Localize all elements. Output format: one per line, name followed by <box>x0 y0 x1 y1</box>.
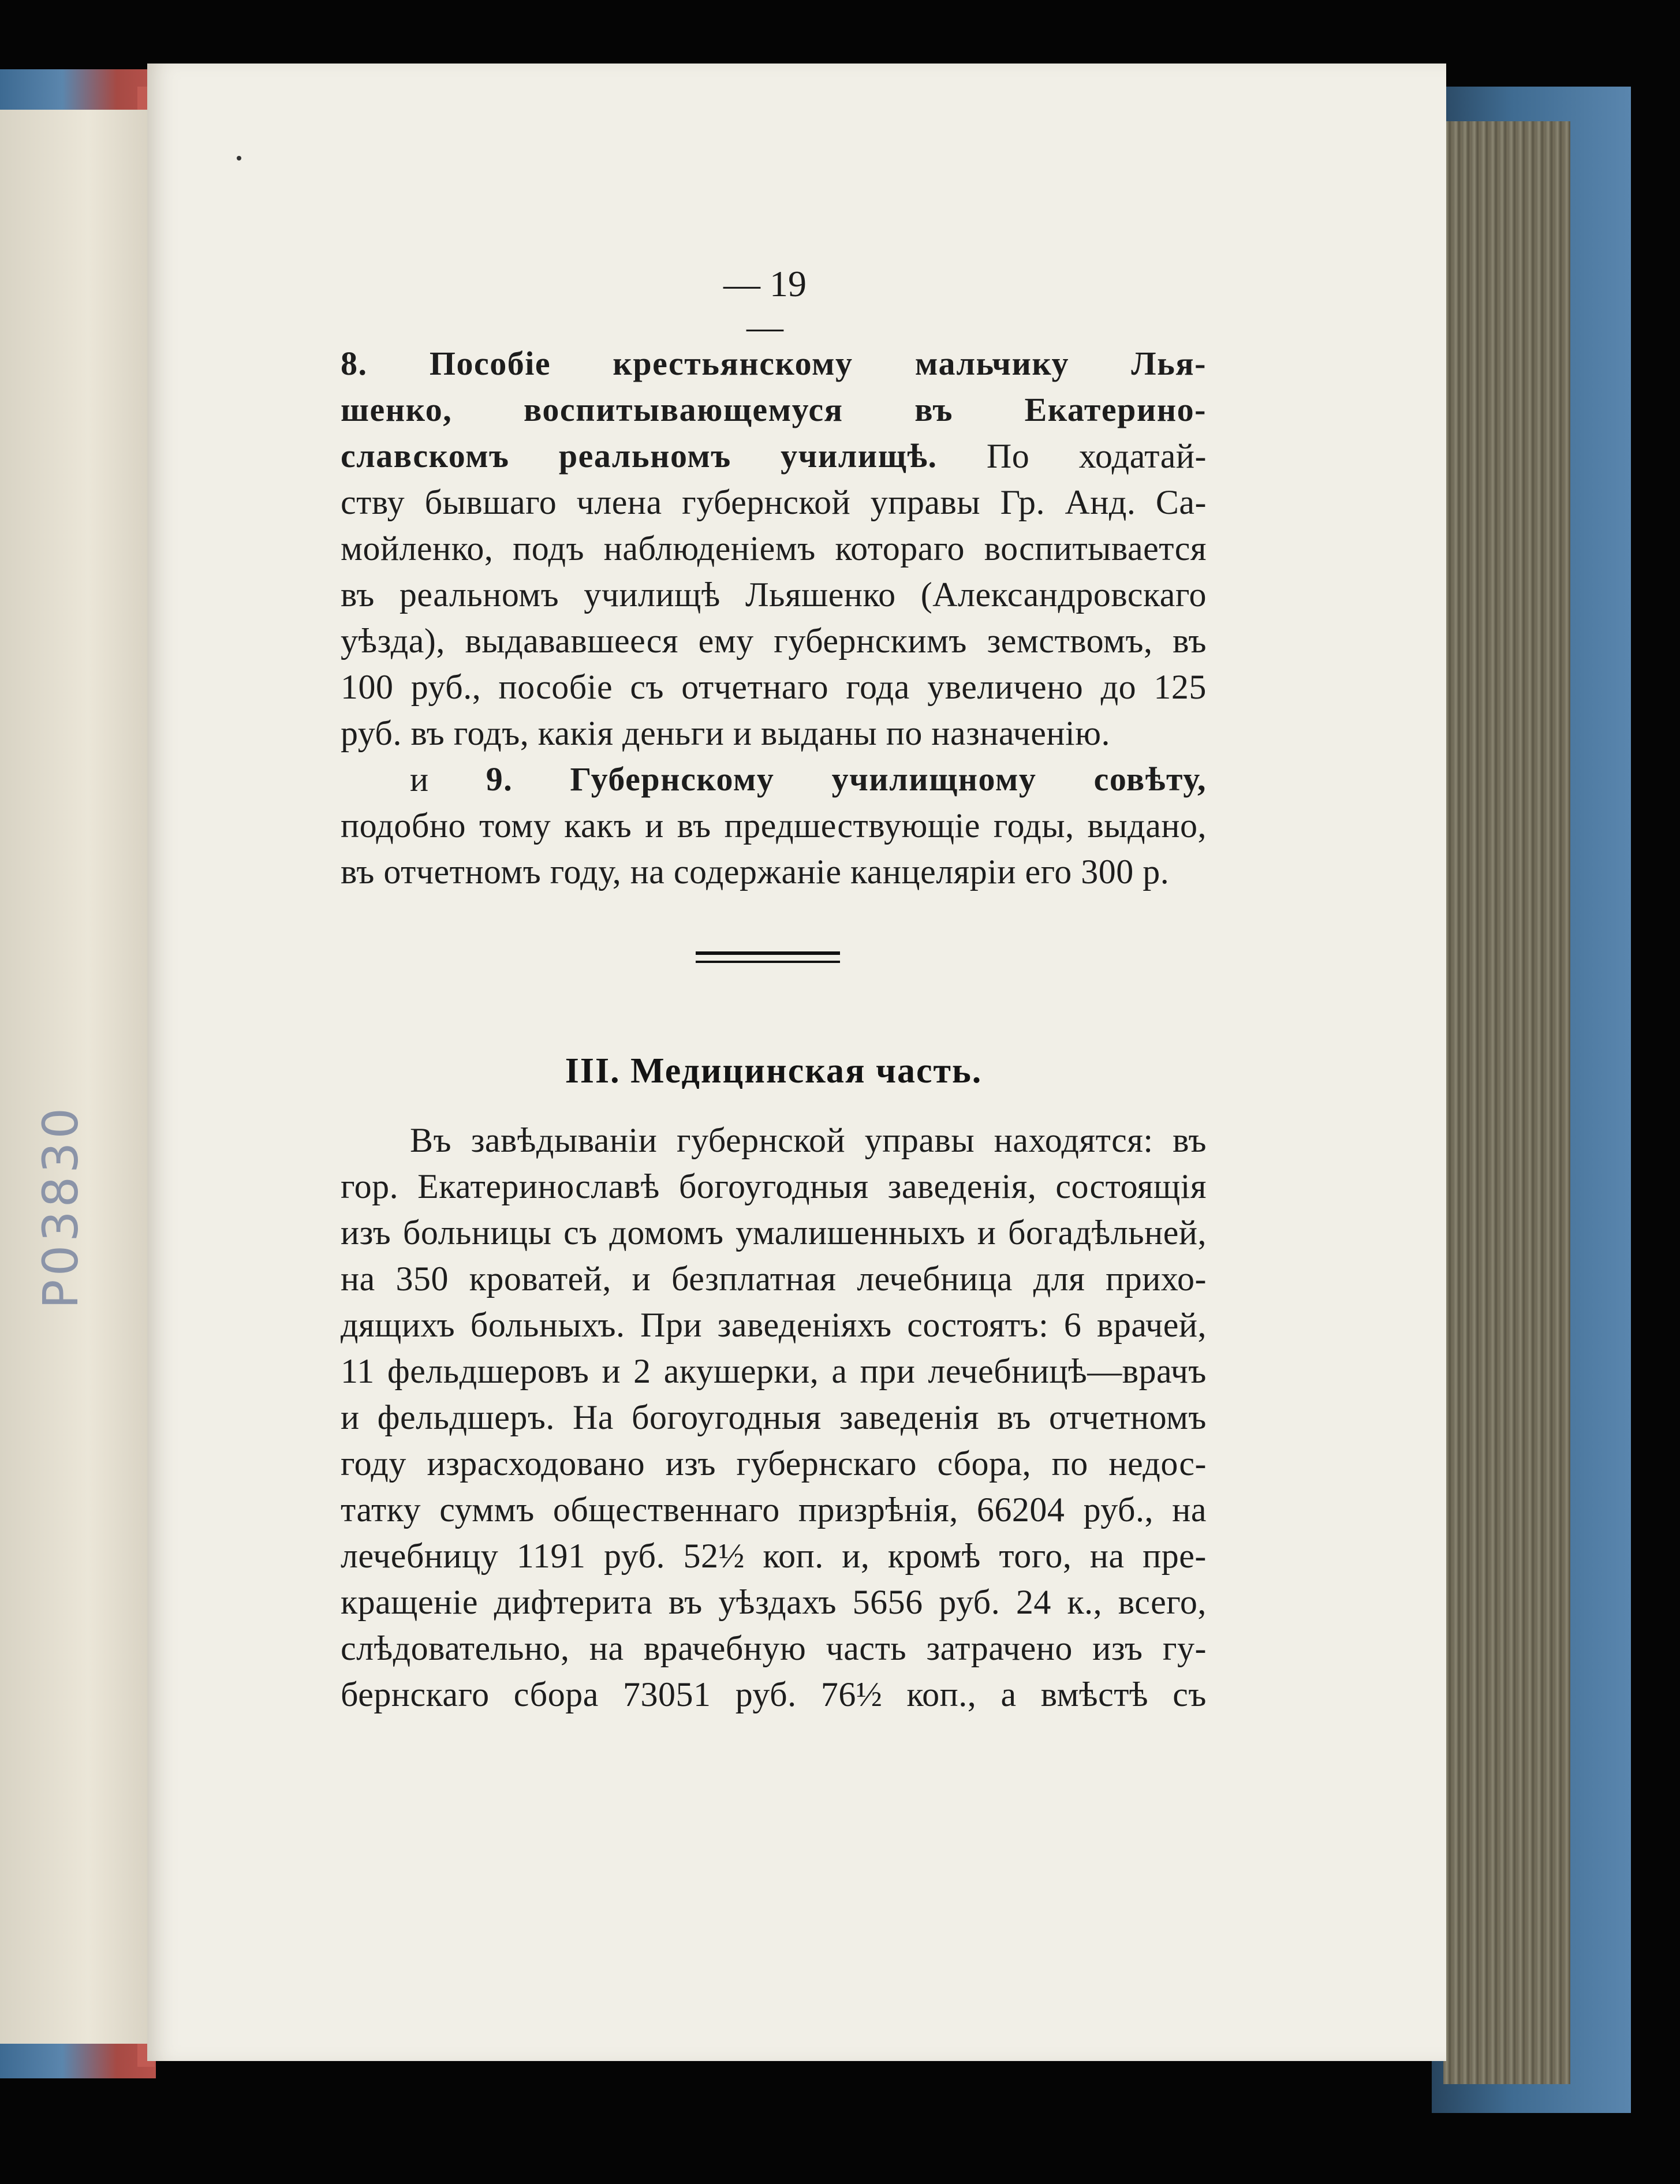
word: находятся: <box>994 1121 1153 1159</box>
word: въ <box>1173 1121 1207 1159</box>
word: заведеніяхъ <box>717 1306 892 1344</box>
word: 66204 <box>976 1491 1065 1529</box>
text-line <box>341 1348 1207 1394</box>
word: подобно <box>341 807 466 845</box>
word: слѣдовательно, <box>341 1629 570 1667</box>
word: 76½ <box>820 1675 883 1713</box>
word: увеличено <box>927 668 1084 706</box>
word: училищѣ. <box>781 437 938 475</box>
word: и <box>602 1352 621 1390</box>
word: сбора, <box>937 1444 1032 1483</box>
word: богоугодныя <box>678 1167 869 1205</box>
word: отчетномъ <box>1049 1398 1207 1436</box>
word: призрѣнія, <box>798 1491 958 1529</box>
word: всего, <box>1118 1583 1207 1621</box>
word: году <box>341 1444 406 1483</box>
word: 52½ <box>683 1537 745 1575</box>
word: года <box>846 668 910 706</box>
word: безплатная <box>671 1260 837 1298</box>
word: пре- <box>1143 1537 1207 1575</box>
word: мальчику <box>914 345 1070 382</box>
text-line <box>341 1533 1207 1579</box>
word: общественнаго <box>552 1491 780 1529</box>
text-line <box>341 618 1207 664</box>
word: врачей, <box>1097 1306 1207 1344</box>
word: Пособіе <box>429 345 551 382</box>
text-line <box>341 1302 1207 1348</box>
word: по <box>1051 1444 1088 1483</box>
word: и, <box>842 1537 870 1575</box>
word: лечебницу <box>341 1537 499 1575</box>
page-stack <box>1443 121 1570 2084</box>
word: уѣздахъ <box>718 1583 837 1621</box>
word: бывшаго <box>424 483 557 521</box>
word: съ <box>1173 1675 1207 1713</box>
word: въ <box>341 576 375 614</box>
word: наблюденіемъ <box>603 529 816 568</box>
word: гу- <box>1162 1629 1207 1667</box>
word: дифтерита <box>494 1583 653 1621</box>
word: славскомъ <box>341 437 510 475</box>
word: подъ <box>513 529 585 568</box>
word: до <box>1100 668 1137 706</box>
word: 125 <box>1153 668 1207 706</box>
word: 73051 <box>623 1675 711 1713</box>
word: больницы <box>402 1214 552 1252</box>
word: 6 <box>1063 1306 1082 1344</box>
word: татку <box>341 1491 421 1529</box>
word: реальномъ <box>558 437 731 475</box>
word: затрачено <box>926 1629 1073 1667</box>
word: 8. <box>341 345 368 382</box>
word: акушерки, <box>663 1352 819 1390</box>
text-line <box>341 1117 1207 1163</box>
word: изъ <box>1092 1629 1143 1667</box>
word: въ <box>668 1583 703 1621</box>
word: На <box>572 1398 614 1436</box>
word: выдано, <box>1087 807 1207 845</box>
text-line <box>341 572 1207 618</box>
word: Губернскому <box>570 760 775 798</box>
word: управы <box>870 483 981 521</box>
word: Льяшенко <box>745 576 896 614</box>
section-divider <box>696 951 840 963</box>
text-line <box>341 341 1207 387</box>
text-line <box>341 1487 1207 1533</box>
word: лечебницѣ—врачъ <box>928 1352 1207 1390</box>
word: училищѣ <box>584 576 720 614</box>
word: для <box>1033 1260 1085 1298</box>
text-line <box>341 756 1207 802</box>
word: Анд. <box>1065 483 1136 521</box>
word: лечебница <box>857 1260 1013 1298</box>
word: пособіе <box>498 668 613 706</box>
text-line <box>341 664 1207 710</box>
word: 11 <box>341 1352 375 1390</box>
word: 2 <box>633 1352 651 1390</box>
word: часть <box>826 1629 907 1667</box>
word: крестьянскому <box>613 345 853 382</box>
word: По <box>986 437 1030 475</box>
word: прихо- <box>1106 1260 1207 1298</box>
text-line <box>341 1440 1207 1487</box>
word: воспитывающемуся <box>524 391 843 428</box>
word: и <box>341 1398 360 1436</box>
word: и <box>410 760 429 798</box>
left-page <box>0 110 149 2044</box>
section-8-text <box>341 341 1207 895</box>
word: изъ <box>341 1214 391 1252</box>
word: и <box>645 807 664 845</box>
word: состоящія <box>1055 1167 1207 1205</box>
word: ему <box>698 622 754 660</box>
word: съ <box>563 1214 598 1252</box>
text-line <box>341 433 1207 479</box>
word: гор. <box>341 1167 399 1205</box>
word: училищному <box>831 760 1037 798</box>
word: 5656 <box>852 1583 923 1621</box>
library-stamp <box>32 1080 89 1334</box>
word: (Александровскаго <box>920 576 1207 614</box>
word: въ <box>914 391 953 428</box>
word: умалишенныхъ <box>736 1214 966 1252</box>
word: въ <box>1173 622 1207 660</box>
word: 24 <box>1016 1583 1051 1621</box>
text-line <box>341 1256 1207 1302</box>
word: сбора <box>513 1675 599 1713</box>
word: кращеніе <box>341 1583 479 1621</box>
word: члена <box>576 483 662 521</box>
page-number: — 19 — <box>723 263 807 347</box>
section-heading: III. Медицинская часть. <box>565 1051 983 1091</box>
word: руб. <box>604 1537 665 1575</box>
word: суммъ <box>439 1491 535 1529</box>
text-line <box>341 1394 1207 1440</box>
word: Гр. <box>1000 483 1045 521</box>
word: выдававшееся <box>465 622 678 660</box>
word: губернскимъ <box>774 622 967 660</box>
word: Въ <box>410 1121 452 1159</box>
word: предшествующіе <box>724 807 980 845</box>
word: руб. <box>939 1583 1000 1621</box>
word: руб., <box>410 668 481 706</box>
word: 1191 <box>516 1537 586 1575</box>
word: управы <box>864 1121 975 1159</box>
text-line <box>341 710 1207 756</box>
word: а <box>1000 1675 1017 1713</box>
text-line <box>341 479 1207 525</box>
word: руб., <box>1083 1491 1154 1529</box>
word: земствомъ, <box>987 622 1153 660</box>
word: тому <box>479 807 551 845</box>
word: вмѣстѣ <box>1040 1675 1149 1713</box>
text-line <box>341 1163 1207 1209</box>
word: Лья- <box>1131 345 1207 382</box>
word: ству <box>341 483 405 521</box>
word: Са- <box>1155 483 1207 521</box>
word: шенко, <box>341 391 453 428</box>
text-line <box>341 1579 1207 1625</box>
section-3-text <box>341 1117 1207 1718</box>
text-line <box>341 1671 1207 1718</box>
word: кромѣ <box>887 1537 981 1575</box>
word: воспитывается <box>984 529 1207 568</box>
word: какъ <box>564 807 632 845</box>
word: совѣту, <box>1093 760 1207 798</box>
word: Екатеринославѣ <box>417 1167 660 1205</box>
word: губернскаго <box>736 1444 917 1483</box>
word: состоятъ: <box>907 1306 1049 1344</box>
word: домомъ <box>609 1214 724 1252</box>
word: заведенія, <box>887 1167 1037 1205</box>
word: реальномъ <box>399 576 559 614</box>
word: к., <box>1067 1583 1103 1621</box>
word: изъ <box>665 1444 716 1483</box>
word: при <box>860 1352 916 1390</box>
text-span: руб. въ годъ, какія деньги и выданы по назначенію. <box>341 714 1111 752</box>
word: фельдшеръ. <box>377 1398 555 1436</box>
word: а <box>831 1352 848 1390</box>
word: ходатай- <box>1078 437 1207 475</box>
word: отчетнаго <box>681 668 829 706</box>
word: Екатерино- <box>1024 391 1207 428</box>
word: фельдшеровъ <box>387 1352 589 1390</box>
word: израсходовано <box>427 1444 645 1483</box>
text-line <box>341 849 1207 895</box>
word: коп., <box>906 1675 977 1713</box>
word: дящихъ <box>341 1306 456 1344</box>
word: годы, <box>993 807 1074 845</box>
word: руб. <box>735 1675 797 1713</box>
word: богадѣльней, <box>1007 1214 1207 1252</box>
text-line <box>341 525 1207 572</box>
text-line <box>341 1209 1207 1256</box>
word: кроватей, <box>469 1260 611 1298</box>
text-line <box>341 1625 1207 1671</box>
word: 350 <box>395 1260 449 1298</box>
word: бернскаго <box>341 1675 490 1713</box>
word: больныхъ. <box>470 1306 625 1344</box>
word: губернской <box>676 1121 846 1159</box>
word: на <box>589 1629 624 1667</box>
word: недос- <box>1108 1444 1207 1483</box>
word: коп. <box>763 1537 824 1575</box>
text-line <box>341 387 1207 433</box>
word: въ <box>997 1398 1031 1436</box>
word: мойленко, <box>341 529 494 568</box>
word: того, <box>999 1537 1072 1575</box>
word: съ <box>630 668 664 706</box>
word: уѣзда), <box>341 622 445 660</box>
text-span: въ отчетномъ году, на содержаніе канцеляріи его 300 р. <box>341 853 1170 891</box>
stamp-text: P03830 <box>32 1104 89 1309</box>
text-line <box>341 802 1207 849</box>
word: 100 <box>341 668 394 706</box>
word: заведенія <box>839 1398 980 1436</box>
word: котораго <box>835 529 965 568</box>
word: на <box>341 1260 375 1298</box>
word: 9. <box>486 760 513 798</box>
ink-dot <box>237 156 241 160</box>
word: врачебную <box>643 1629 807 1667</box>
word: на <box>1172 1491 1207 1529</box>
word: въ <box>677 807 711 845</box>
word: богоугодныя <box>631 1398 822 1436</box>
word: и <box>977 1214 996 1252</box>
word: При <box>640 1306 703 1344</box>
word: губернской <box>682 483 851 521</box>
word: и <box>632 1260 651 1298</box>
word: на <box>1089 1537 1125 1575</box>
word: завѣдываніи <box>471 1121 658 1159</box>
